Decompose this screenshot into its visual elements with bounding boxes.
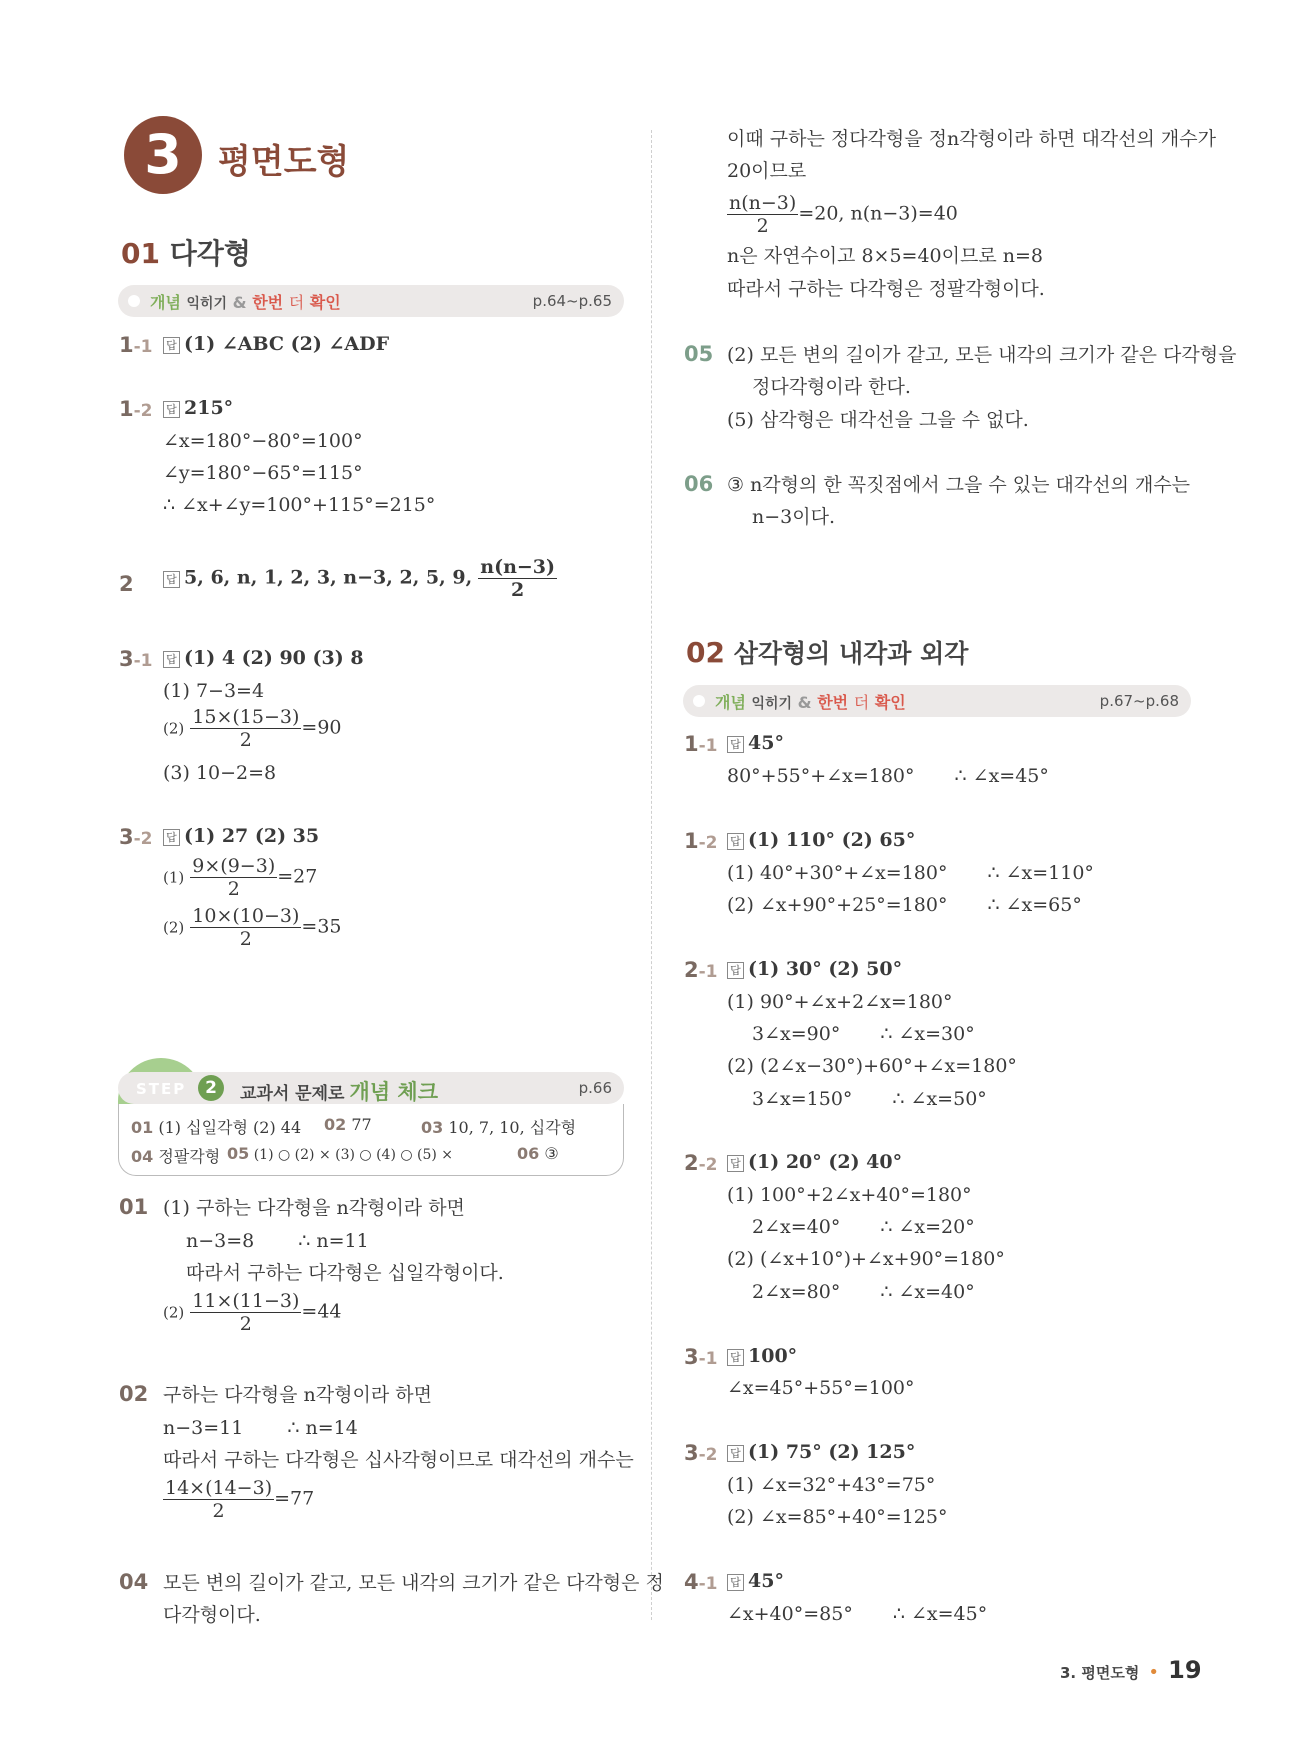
solution-line: 따라서 구하는 다각형은 정팔각형이다. <box>727 278 1045 300</box>
bar-title: 개념 익히기 & 한번 더 확인 <box>150 293 341 312</box>
solution-line: (3) 10−2=8 <box>163 762 277 784</box>
problem-number: 01 <box>119 1195 149 1219</box>
page-number: 19 <box>1168 1656 1202 1684</box>
solution-line: ∠x=180°−80°=100° <box>163 430 363 452</box>
step-title: 교과서 문제로 개념 체크 <box>240 1080 439 1104</box>
bar-pages: p.67~p.68 <box>1099 692 1179 710</box>
solution-line: 2∠x=80° ∴ ∠x=40° <box>752 1281 975 1303</box>
answer-line: 답 (1) 75° (2) 125° <box>727 1441 915 1463</box>
section-number: 01 <box>121 237 160 270</box>
solution-line: ∠x+40°=85° ∴ ∠x=45° <box>727 1603 988 1625</box>
concept-bar <box>118 285 624 317</box>
quick-answer: 01 (1) 십일각형 (2) 44 <box>131 1118 302 1137</box>
solution-line: (1) 90°+∠x+2∠x=180° <box>727 991 953 1013</box>
section-heading <box>121 232 251 272</box>
answer-line: 답 5, 6, n, 1, 2, 3, n−3, 2, 5, 9, $\frac{n(n-3)}{2}$ <box>163 556 557 601</box>
answer-line: 답 (1) ∠ABC (2) ∠ADF <box>163 333 389 355</box>
problem-number: 04 <box>119 1570 149 1594</box>
solution-line: 따라서 구하는 다각형은 십사각형이므로 대각선의 개수는 <box>163 1449 634 1471</box>
problem-number: 3-2 <box>119 825 153 849</box>
solution-line: (2) ∠x=85°+40°=125° <box>727 1506 948 1528</box>
problem-number: 1-2 <box>119 397 153 421</box>
solution-line: ∠x=45°+55°=100° <box>727 1377 915 1399</box>
problem-number: 06 <box>684 472 714 496</box>
bar-pages: p.64~p.65 <box>532 292 612 310</box>
problem-number: 2-1 <box>684 958 718 982</box>
answer-line: 답 215° <box>163 397 233 419</box>
solution-line: 2∠x=40° ∴ ∠x=20° <box>752 1216 975 1238</box>
solution-line: n−3이다. <box>752 506 835 528</box>
solution-line: 구하는 다각형을 n각형이라 하면 <box>163 1384 432 1406</box>
section-title: 다각형 <box>169 237 251 270</box>
quick-answer: 03 10, 7, 10, 십각형 <box>421 1118 577 1137</box>
solution-line: ∴ ∠x+∠y=100°+115°=215° <box>163 494 436 516</box>
solution-fraction: (2) $\frac{15\times(15-3)}{2}$ =90 <box>163 706 342 751</box>
solution-line: (1) 7−3=4 <box>163 680 265 702</box>
step-label: STEP <box>136 1080 187 1098</box>
solution-line: n−3=8 ∴ n=11 <box>186 1230 369 1252</box>
problem-number: 05 <box>684 342 714 366</box>
problem-number: 4-1 <box>684 1570 718 1594</box>
answer-line: 답 (1) 30° (2) 50° <box>727 958 902 980</box>
section-title: 삼각형의 내각과 외각 <box>733 639 969 668</box>
step-box <box>118 1104 624 1176</box>
problem-number: 3-1 <box>684 1345 718 1369</box>
step-number: 2 <box>198 1075 224 1101</box>
problem-number: 1-1 <box>684 732 718 756</box>
quick-answer: 04 정팔각형 <box>131 1147 221 1166</box>
solution-line: (2) 모든 변의 길이가 같고, 모든 내각의 크기가 같은 다각형을 <box>727 344 1237 366</box>
quick-answer: 05 (1) ○ (2) × (3) ○ (4) ○ (5) × <box>227 1144 454 1163</box>
footer-bullet: • <box>1148 1662 1160 1683</box>
solution-line: (1) 40°+30°+∠x=180° ∴ ∠x=110° <box>727 862 1094 884</box>
problem-number: 2-2 <box>684 1151 718 1175</box>
section-number: 02 <box>686 636 725 669</box>
quick-answer: 06 ③ <box>517 1144 559 1163</box>
solution-line: 다각형이다. <box>163 1604 261 1626</box>
solution-line: n−3=11 ∴ n=14 <box>163 1417 358 1439</box>
solution-line: (2) (2∠x−30°)+60°+∠x=180° <box>727 1055 1017 1077</box>
solution-line: 정다각형이라 한다. <box>752 376 911 398</box>
chapter-number: 3 <box>144 123 182 186</box>
solution-line: (1) ∠x=32°+43°=75° <box>727 1474 936 1496</box>
solution-line: 이때 구하는 정다각형을 정n각형이라 하면 대각선의 개수가 <box>727 128 1216 150</box>
concept-bar <box>683 685 1191 717</box>
solution-line: ③ n각형의 한 꼭짓점에서 그을 수 있는 대각선의 개수는 <box>727 474 1191 496</box>
answer-line: 답 45° <box>727 1570 784 1592</box>
footer-chapter: 3. 평면도형 <box>1060 1664 1140 1682</box>
solution-line: 모든 변의 길이가 같고, 모든 내각의 크기가 같은 다각형은 정 <box>163 1572 664 1594</box>
answer-line: 답 (1) 4 (2) 90 (3) 8 <box>163 647 364 669</box>
page-footer <box>1060 1656 1202 1684</box>
answer-line: 답 (1) 110° (2) 65° <box>727 829 915 851</box>
chapter-title: 평면도형 <box>218 142 350 182</box>
bar-dot <box>128 295 140 307</box>
solution-line: 따라서 구하는 다각형은 십일각형이다. <box>186 1262 504 1284</box>
solution-line: (1) 구하는 다각형을 n각형이라 하면 <box>163 1197 465 1219</box>
solution-line: ∠y=180°−65°=115° <box>163 462 363 484</box>
answer-line: 답 (1) 27 (2) 35 <box>163 825 319 847</box>
problem-number: 2 <box>119 572 134 596</box>
answer-line: 답 45° <box>727 732 784 754</box>
solution-line: (2) (∠x+10°)+∠x+90°=180° <box>727 1248 1005 1270</box>
solution-line: 3∠x=90° ∴ ∠x=30° <box>752 1023 975 1045</box>
answer-line: 답 (1) 20° (2) 40° <box>727 1151 902 1173</box>
problem-number: 1-1 <box>119 333 153 357</box>
step-bar <box>118 1072 624 1104</box>
quick-answer: 02 77 <box>324 1115 372 1134</box>
solution-fraction: $\frac{n(n-3)}{2}$ =20, n(n−3)=40 <box>729 192 958 237</box>
solution-line: (5) 삼각형은 대각선을 그을 수 없다. <box>727 409 1029 431</box>
solution-line: n은 자연수이고 8×5=40이므로 n=8 <box>727 245 1043 267</box>
problem-number: 3-2 <box>684 1441 718 1465</box>
step-pages: p.66 <box>578 1079 612 1097</box>
solution-line: 3∠x=150° ∴ ∠x=50° <box>752 1088 987 1110</box>
solution-line: 20이므로 <box>727 160 807 182</box>
solution-fraction: $\frac{14\times(14-3)}{2}$ =77 <box>165 1477 315 1522</box>
column-divider <box>651 130 652 1620</box>
chapter-badge <box>124 116 202 194</box>
solution-fraction: (2) $\frac{10\times(10-3)}{2}$ =35 <box>163 905 342 950</box>
bar-dot <box>693 695 705 707</box>
problem-number: 3-1 <box>119 647 153 671</box>
solution-line: (1) 100°+2∠x+40°=180° <box>727 1184 972 1206</box>
answer-line: 답 100° <box>727 1345 797 1367</box>
solution-line: 80°+55°+∠x=180° ∴ ∠x=45° <box>727 765 1049 787</box>
solution-fraction: (1) $\frac{9\times(9-3)}{2}$ =27 <box>163 855 318 900</box>
problem-number: 02 <box>119 1382 149 1406</box>
bar-title: 개념 익히기 & 한번 더 확인 <box>715 693 906 712</box>
solution-fraction: (2) $\frac{11\times(11-3)}{2}$ =44 <box>163 1290 342 1335</box>
solution-line: (2) ∠x+90°+25°=180° ∴ ∠x=65° <box>727 894 1082 916</box>
problem-number: 1-2 <box>684 829 718 853</box>
section-heading <box>686 634 968 670</box>
